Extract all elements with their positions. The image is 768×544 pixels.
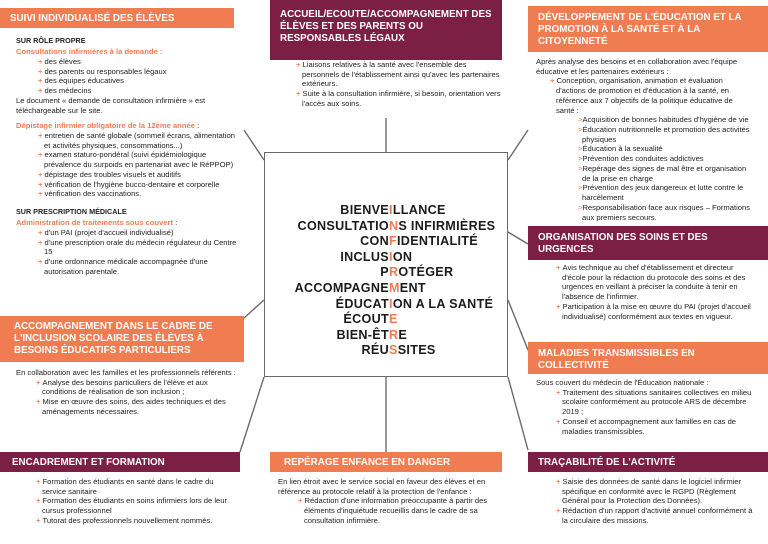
- tracabilite-list: [550, 477, 758, 526]
- document-text: Le document « demande de consultation infirmière » est téléchargeable sur le site.: [16, 95, 206, 115]
- center-word-key: E: [389, 312, 398, 327]
- prescription-title: SUR PRESCRIPTION MÉDICALE: [16, 207, 127, 216]
- maladies-header: MALADIES TRANSMISSIBLES EN COLLECTIVITÉ: [528, 342, 768, 374]
- encadrement-header: ENCADREMENT ET FORMATION: [0, 452, 240, 472]
- center-word-pre: INCLUS: [340, 249, 389, 264]
- developpement-content: [536, 57, 750, 222]
- list-item: + des élèves: [32, 57, 242, 67]
- center-word-key: R: [389, 265, 399, 280]
- tracabilite-header: TRAÇABILITÉ DE L'ACTIVITÉ: [528, 452, 768, 472]
- list-item: + des médecins: [32, 86, 242, 96]
- connector-accompagnement: [244, 300, 264, 318]
- center-word-pre: RÉU: [361, 343, 389, 358]
- reperage-content: [278, 477, 500, 526]
- center-word: [340, 250, 412, 264]
- list-item: + Formation des étudiants en soins infirmiers lors de leur cursus professionnel: [30, 496, 238, 515]
- center-word: [295, 281, 426, 295]
- accueil-list: [290, 60, 502, 109]
- center-word-key: I: [389, 296, 393, 311]
- center-word: [343, 312, 397, 326]
- depistage-list: [16, 131, 242, 199]
- center-word-pre: P: [380, 265, 389, 280]
- connector-suivi: [244, 130, 264, 160]
- connector-organisation: [508, 232, 528, 244]
- center-word-pre: ÉCOUT: [343, 312, 389, 327]
- list-item: + des parents ou responsables légaux: [32, 67, 242, 77]
- center-word-post: S INFIRMIÈRES: [398, 218, 496, 233]
- center-word-post: OTÉGER: [398, 265, 454, 280]
- center-word: [336, 297, 494, 311]
- center-word-key: N: [389, 218, 399, 233]
- center-word-pre: CONSULTATIO: [297, 218, 389, 233]
- center-word-post: LLANCE: [392, 203, 446, 217]
- list-item: > Éducation à la sexualité: [512, 144, 750, 154]
- center-word: [298, 219, 496, 233]
- center-word-post: IDENTIALITÉ: [397, 234, 478, 249]
- reperage-header: REPÉRAGE ENFANCE EN DANGER: [270, 452, 502, 472]
- list-item: + Suite à la consultation infirmière, si besoin, orientation vers l'accès aux soins.: [290, 89, 502, 108]
- accompagnement-list: [16, 378, 238, 417]
- list-item: + Liaisons relatives à la santé avec l'ensemble des personnels de l'établissement ainsi qu'avec les partenaires extérieurs.: [290, 60, 502, 89]
- admin-title: Administration de traitements sous couvert :: [16, 218, 178, 228]
- list-item: + Tutorat des professionnels nouvellement nommés.: [30, 516, 238, 526]
- objectives-list: [512, 115, 750, 222]
- maladies-content: [536, 378, 758, 436]
- list-item: > Prévention des jeux dangereux et lutte contre le harcèlement: [512, 183, 750, 202]
- center-word-post: ON A LA SANTÉ: [392, 296, 494, 311]
- center-word-pre: CON: [360, 234, 389, 249]
- center-word: [360, 234, 478, 248]
- organisation-list: [550, 263, 758, 321]
- list-item: + examen staturo-pondéral (suivi épidémiologique prévalence du surpoids en partenariat avec le RéPPOP): [32, 150, 242, 169]
- list-item: + Avis technique au chef d'établissement et directeur d'école pour la rédaction du protocole des soins et des urgences en veillant à préciser la conduite à tenir en l'absence de l'infirmier.: [550, 263, 758, 302]
- center-word: [337, 328, 408, 342]
- list-item: + Participation à la mise en œuvre du PAI (projet d'accueil individualisé) conformément aux textes en vigueur.: [550, 302, 758, 321]
- organisation-header: ORGANISATION DES SOINS ET DES URGENCES: [528, 226, 768, 260]
- developpement-header: DÉVELOPPEMENT DE L'ÉDUCATION ET LA PROMOTION À LA SANTÉ ET À LA CITOYENNETÉ: [528, 6, 768, 52]
- maladies-list: [536, 388, 758, 437]
- list-item: + Conseil et accompagnement aux familles en cas de maladies transmissibles.: [550, 417, 758, 436]
- list-item: + dépistage des troubles visuels et auditifs: [32, 170, 242, 180]
- list-item: + Rédaction d'un rapport d'activité annuel conformément à la circulaire des missions.: [550, 506, 758, 525]
- list-item: + Rédaction d'une information préoccupante à partir des éléments d'inquiétude recueillis dans le cadre de sa consultation infirmière.: [292, 496, 500, 525]
- reperage-intro: En lien étroit avec le service social en faveur des élèves et en référence au protocole relatif à la protection de l'enfance :: [278, 477, 486, 496]
- list-item: + entretien de santé globale (sommeil écrans, alimentation et activités physiques, consommations...): [32, 131, 242, 150]
- center-word: [362, 343, 436, 357]
- list-item: + vérification de l'hygiène bucco-dentaire et corporelle: [32, 180, 242, 190]
- list-item: + Formation des étudiants en santé dans le cadre du service sanitaire: [30, 477, 238, 496]
- list-item: + Traitement des situations sanitaires collectives en milieu scolaire conformément au protocole ARS de décembre 2019 ;: [550, 388, 758, 417]
- list-item: + Mise en œuvre des soins, des aides techniques et des aménagements nécessaires.: [30, 397, 238, 416]
- list-item: + Analyse des besoins particuliers de l'élève et aux conditions de réalisation de son inclusion ;: [30, 378, 238, 397]
- list-item: + d'une prescription orale du médecin régulateur du Centre 15: [32, 238, 242, 257]
- center-word-key: F: [389, 234, 397, 249]
- list-item: + Saisie des données de santé dans le logiciel infirmier spécifique en conformité avec le RGPD (Règlement Général pour la Protection des Données).: [550, 477, 758, 506]
- center-word-key: S: [389, 343, 398, 358]
- reperage-list: [278, 496, 500, 525]
- list-item: + d'une ordonnance médicale accompagnée d'une autorisation parentale.: [32, 257, 242, 276]
- center-word: [380, 265, 453, 279]
- center-word-pre: ÉDUCAT: [335, 296, 389, 311]
- center-word-post: ENT: [399, 281, 426, 295]
- connector-encadrement: [240, 377, 264, 452]
- list-item: > Acquisition de bonnes habitudes d'hygiène de vie: [512, 115, 750, 125]
- center-keywords-box: [264, 152, 508, 377]
- developpement-item: + Conception, organisation, animation et évaluation d'actions de promotion et d'éducation à la santé, en référence aux 7 objectifs de la politique éducative de santé :: [544, 76, 750, 115]
- consult-list: [16, 57, 242, 96]
- connector-maladies: [508, 300, 528, 350]
- accueil-header: ACCUEIL/ECOUTE/ACCOMPAGNEMENT DES ÉLÈVES ET DES PARENTS OU RESPONSABLES LÉGAUX: [270, 0, 502, 60]
- depistage-title: Dépistage infirmier obligatoire de la 12ème année :: [16, 121, 200, 131]
- list-item: > Prévention des conduites addictives: [512, 154, 750, 164]
- list-item: + d'un PAI (projet d'accueil individualisé): [32, 228, 242, 238]
- center-word: [340, 203, 445, 217]
- suivi-content: [16, 32, 242, 277]
- center-word-key: R: [389, 327, 399, 342]
- role-title: SUR RÔLE PROPRE: [16, 36, 86, 45]
- list-item: > Éducation nutritionnelle et promotion des activités physiques: [512, 125, 750, 144]
- center-word-pre: ACCOMPAGNE: [294, 281, 389, 295]
- accompagnement-content: [16, 368, 238, 417]
- center-word-key: I: [389, 203, 393, 217]
- center-word-post: SITES: [397, 343, 436, 358]
- suivi-header: SUIVI INDIVIDUALISÉ DES ÉLÈVES: [0, 8, 234, 28]
- center-word-key: I: [389, 249, 393, 264]
- developpement-intro: Après analyse des besoins et en collaboration avec l'équipe éducative et les partenaires extérieurs :: [536, 57, 738, 76]
- accompagnement-header: ACCOMPAGNEMENT DANS LE CADRE DE L'INCLUSION SCOLAIRE DES ÉLÈVES À BESOINS ÉDUCATIFS PARTICULIERS: [0, 316, 244, 362]
- maladies-intro: Sous couvert du médecin de l'Éducation nationale :: [536, 378, 709, 387]
- list-item: > Repérage des signes de mal être et organisation de la prise en charge: [512, 164, 750, 183]
- center-word-pre: BIENVE: [340, 203, 389, 217]
- list-item: + vérification des vaccinations.: [32, 189, 242, 199]
- list-item: > Responsabilisation face aux risques – Formations aux premiers secours.: [512, 203, 750, 222]
- connector-tracabilite: [508, 377, 528, 450]
- center-word-post: ON: [392, 249, 413, 264]
- center-word-key: M: [389, 281, 400, 295]
- consult-title: Consultations infirmières à la demande :: [16, 47, 163, 57]
- encadrement-list: [30, 477, 238, 526]
- accompagnement-intro: En collaboration avec les familles et les professionnels référents :: [16, 368, 236, 377]
- admin-list: [16, 228, 242, 277]
- center-word-pre: BIEN-ÊT: [336, 327, 389, 342]
- center-word-post: E: [398, 327, 408, 342]
- list-item: + des équipes éducatives: [32, 76, 242, 86]
